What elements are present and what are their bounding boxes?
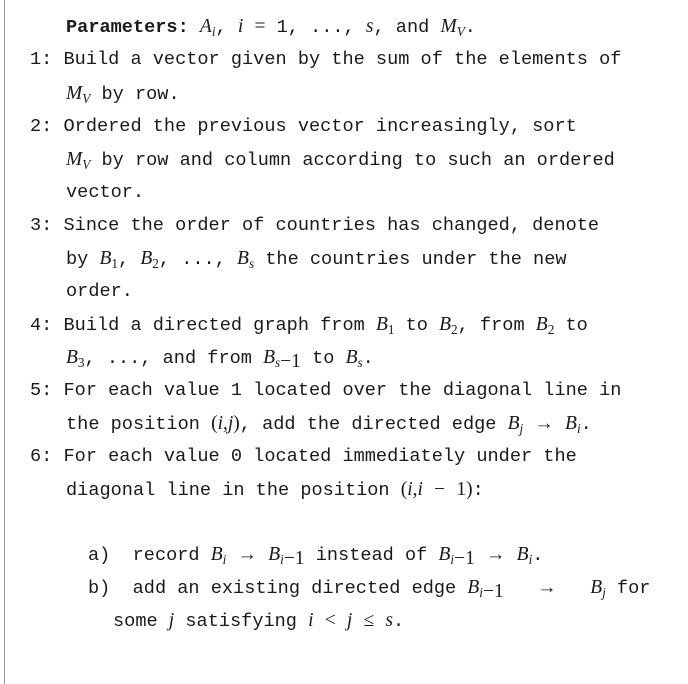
step-text: a) record $B_i \to B_{i-1}$ instead of $B_{i-1} \to B_i$. xyxy=(88,544,544,569)
step-text: vector. xyxy=(66,182,145,203)
step-number: 3: xyxy=(30,215,53,236)
step-5-line-2 xyxy=(66,412,592,437)
step-number: 6: xyxy=(30,446,53,467)
step-text: diagonal line in the position (i,i − 1): xyxy=(66,479,484,501)
step-2-line-3 xyxy=(66,181,144,205)
parameters-text: $A_i$, i = 1, ..., s, and $M_V$. xyxy=(199,16,476,39)
step-1-line-1 xyxy=(30,48,621,72)
step-1-line-2 xyxy=(66,82,180,107)
step-text: $M_V$ by row. xyxy=(66,83,180,106)
step-text: Build a vector given by the sum of the elements of xyxy=(63,49,622,70)
step-2-line-2 xyxy=(66,148,615,173)
sub-step-b-line-2 xyxy=(113,609,404,634)
step-text: by $B_1$, $B_2$, ..., $B_s$ the countries under the new xyxy=(66,248,567,271)
parameters-label: Parameters: xyxy=(66,17,189,38)
step-text: $M_V$ by row and column according to such an ordered xyxy=(66,149,615,172)
step-number: 5: xyxy=(30,380,53,401)
step-number: 2: xyxy=(30,116,53,137)
parameters-line xyxy=(66,15,476,40)
step-text: For each value 1 located over the diagonal line in xyxy=(63,380,622,401)
step-number: 1: xyxy=(30,49,53,70)
step-text: Since the order of countries has changed, denote xyxy=(63,215,600,236)
step-3-line-3 xyxy=(66,280,133,304)
sub-step-b-line-1 xyxy=(88,576,650,601)
step-text: For each value 0 located immediately under the xyxy=(63,446,577,467)
step-5-line-1 xyxy=(30,379,621,403)
step-text: some j satisfying i < j ≤ s. xyxy=(113,610,405,632)
left-border-rule xyxy=(4,0,5,684)
step-text: order. xyxy=(66,281,133,302)
step-text: Ordered the previous vector increasingly, sort xyxy=(63,116,577,137)
step-text: Build a directed graph from $B_1$ to $B_2$, from $B_2$ to xyxy=(63,314,588,337)
sub-step-a xyxy=(88,543,543,568)
step-text: b) add an existing directed edge $B_{i-1}$ → $B_j$ for xyxy=(88,577,651,602)
step-number: 4: xyxy=(30,315,53,336)
step-2-line-1 xyxy=(30,115,577,139)
step-3-line-1 xyxy=(30,214,599,238)
step-6-line-1 xyxy=(30,445,577,469)
step-text: the position (i,j), add the directed edge $B_j \to B_i$. xyxy=(66,413,592,436)
step-4-line-1 xyxy=(30,313,588,338)
step-3-line-2 xyxy=(66,247,567,272)
step-text: $B_3$, ..., and from $B_{s-1}$ to $B_s$. xyxy=(66,347,374,372)
step-4-line-2 xyxy=(66,346,374,371)
step-6-line-2 xyxy=(66,478,484,503)
